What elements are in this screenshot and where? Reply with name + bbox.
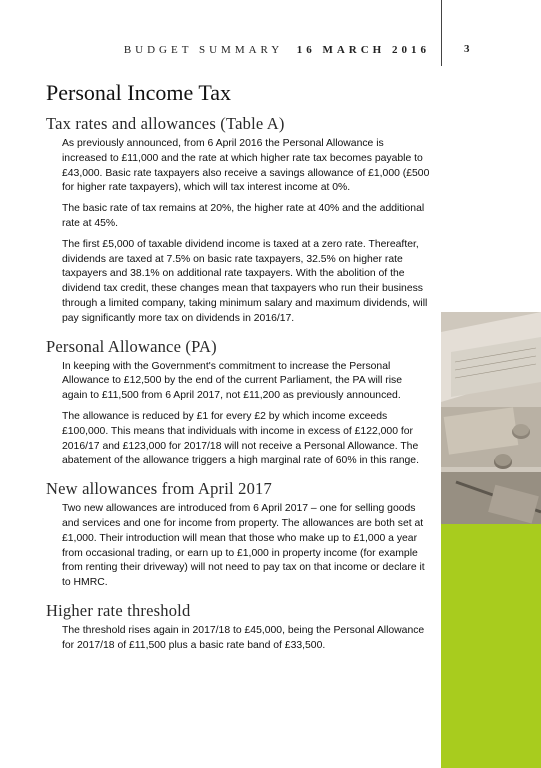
running-title: BUDGET SUMMARY — [123, 44, 284, 56]
paragraph: The basic rate of tax remains at 20%, the higher rate at 40% and the additional rate at 45%. — [62, 203, 425, 229]
header-divider — [441, 0, 442, 66]
section-higher-rate-threshold — [46, 601, 430, 654]
section-heading: Tax rates and allowances (Table A) — [46, 114, 285, 133]
section-heading: Personal Allowance (PA) — [46, 336, 217, 356]
section-new-allowances — [46, 479, 430, 591]
section-personal-allowance — [46, 337, 430, 470]
accent-green-block — [441, 524, 541, 768]
paragraph: In keeping with the Government's commitment to increase the Personal Allowance to £12,500 by the end of the current Parliament, the PA will rise again to £11,500 from 6 April 2017, not £11,200 as previously announced. — [62, 360, 403, 402]
finance-photo — [441, 312, 541, 524]
section-heading: New allowances from April 2017 — [46, 479, 272, 499]
paragraph: The first £5,000 of taxable dividend income is taxed at a zero rate. Thereafter, dividends are taxed at 7.5% on basic rate taxpayers, 32.5% on higher rate taxpayers and 38.1% on additional rate taxpayers. With the abolition of the dividend tax credit, these changes mean that taxpayers who run their business through a limited company, taking minimum salary and maximum dividends, will pay significantly more tax on dividends in 2016/17. — [62, 238, 428, 324]
page-title: Personal Income Tax — [46, 80, 232, 105]
main-content — [46, 114, 430, 664]
section-heading: Higher rate threshold — [46, 600, 191, 620]
page-number: 3 — [464, 43, 470, 55]
paragraph: Two new allowances are introduced from 6 April 2017 – one for selling goods and services and one for income from property. The allowances are both set at £1,000. Their introduction will mean that those who make up to £1,000 a year from occasional trading, or earn up to £1,000 in property income (for example from renting their driveway) will not need to pay tax on that income or declare it to HMRC. — [62, 503, 425, 589]
section-tax-rates — [46, 114, 430, 327]
paragraph: As previously announced, from 6 April 2016 the Personal Allowance is increased to £11,000 and the rate at which higher rate tax becomes payable to £43,000. Basic rate taxpayers also receive a savings allowance of £1,000 (£500 for higher rate taxpayers), which will tax interest income at 0%. — [62, 138, 430, 194]
finance-photo-illustration — [441, 312, 541, 524]
running-date: 16 MARCH 2016 — [296, 44, 430, 56]
paragraph: The allowance is reduced by £1 for every £2 by which income exceeds £100,000. This means that individuals with income in excess of £122,000 for 2016/17 and £123,000 for 2017/18 will not receive a Personal Allowance. The abatement of the allowance triggers a high marginal rate of 60% in this range. — [62, 410, 419, 467]
paragraph: The threshold rises again in 2017/18 to £45,000, being the Personal Allowance for 2017/18 of £11,500 plus a basic rate band of £33,500. — [62, 624, 425, 651]
running-header — [0, 44, 430, 56]
